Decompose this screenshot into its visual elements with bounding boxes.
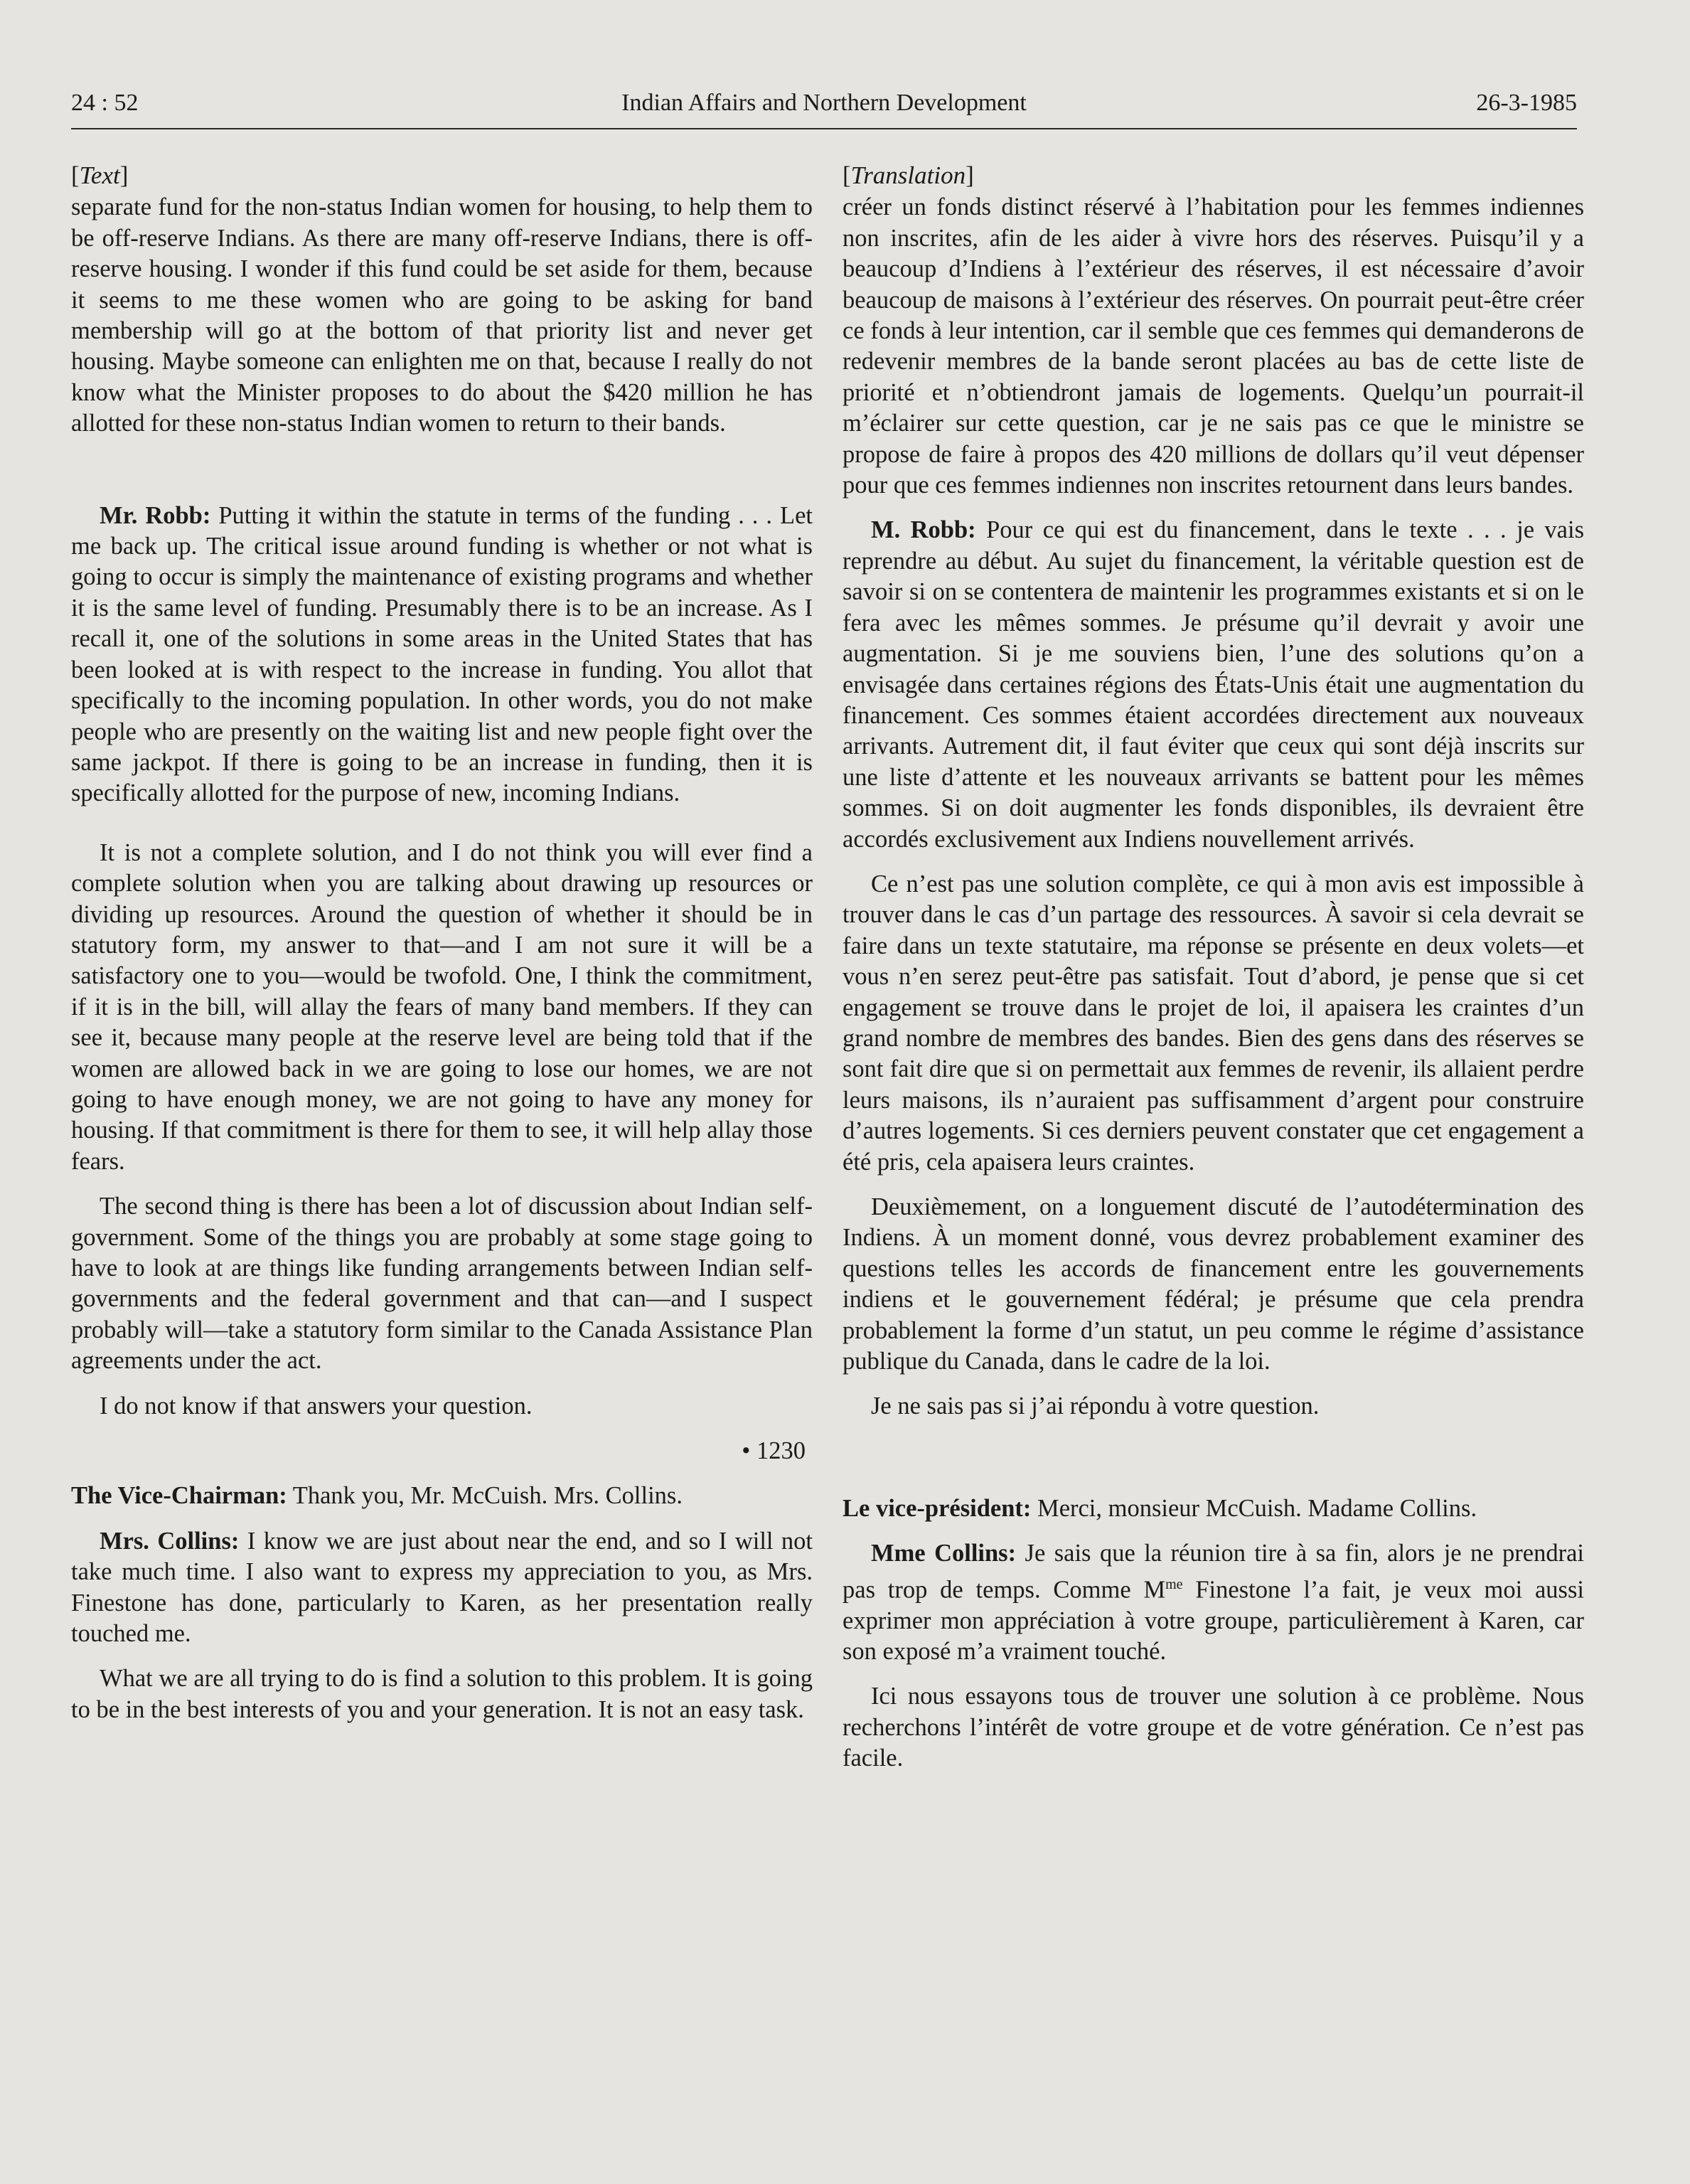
paragraph: Ici nous essayons tous de trouver une solution à ce problème. Nous recherchons l’intérêt de votre groupe et de votre génération. Ce n’est pas facile. [843,1683,1584,1772]
paragraph: Deuxièmement, on a longuement discuté de l’autodétermination des Indiens. À un moment donné, vous devrez probablement examiner des questions telles les accords de financement entre les gouvernements indiens et le gouvernement fédéral; je présume que cela prendra probablement la forme d’un statut, un peu comme le régime d’assistance publique du Canada, dans le cadre de la loi. [843,1193,1584,1375]
paragraph: I do not know if that answers your question. [100,1392,533,1419]
paragraph: M. Robb: Pour ce qui est du financement, dans le texte . . . je vais reprendre au début. Au sujet du financement, la véritable question est de savoir si on se contentera de maintenir les programmes existants et si on le fera avec les mêmes sommes. Je présume qu’il devrait y avoir une augmentation. Si je me souviens bien, l’une des solutions qu’on a envisagée dans certaines régions des États-Unis était une augmentation du financement. Ces sommes étaient accordées directement aux nouveaux arrivants. Autrement dit, il faut éviter que ceux qui sont déjà inscrits sur une liste d’attente et les nouveaux arrivants se battent pour les mêmes sommes. Si on doit augmenter les fonds disponibles, ils devraient être accordés exclusivement aux Indiens nouvellement arrivés. [843,516,1585,853]
running-title: Indian Affairs and Northern Development [621,90,1027,116]
french-column [843,160,1584,1774]
speaker-name: Mr. Robb: [100,501,211,529]
paragraph: Mrs. Collins: I know we are just about near the end, and so I will not take much time. I also want to express my appreciation to you, as Mrs. Finestone has done, particularly to Karen, as her presentation really touched me. [71,1527,813,1648]
paragraph: Mr. Robb: Putting it within the statute in terms of the funding . . . Let me back up. The critical issue around funding is whether or not what is going to occur is simply the maintenance of existing programs and whether it is the same level of funding. Presumably there is to be an increase. As I recall it, one of the solutions in some areas in the United States that has been looked at is with respect to the increase in funding. You allot that specifically to the incoming population. In other words, you do not make people who are presently on the waiting list and new people fight over the same jackpot. If there is going to be an increase in funding, then it is specifically allotted for the purpose of new, incoming Indians. [71,501,813,807]
paragraph: Le vice-président: Merci, monsieur McCuish. Madame Collins. [843,1494,1477,1522]
english-column [71,160,813,1725]
page-header [71,85,1577,129]
paragraph: separate fund for the non-status Indian women for housing, to help them to be off-reserve Indians. As there are many off-reserve Indians, there is off-reserve housing. I wonder if this fund could be set aside for them, because it seems to me these women who are going to be asking for band membership will go at the bottom of that priority list and never get housing. Maybe someone can enlighten me on that, because I really do not know what the Minister proposes to do about the $420 million he has allotted for these non-status Indian women to return to their bands. [71,193,813,437]
time-marker: • 1230 [742,1437,806,1465]
paragraph: It is not a complete solution, and I do not think you will ever find a complete solution when you are talking about drawing up resources or dividing up resources. Around the question of whether it should be in statutory form, my answer to that—and I am not sure it will be a satisfactory one to you—would be twofold. One, I think the commitment, if it is in the bill, will allay the fears of many band members. If they can see it, because many people at the reserve level are being told that if the women are allowed back in we are going to lose our homes, we are not going to have enough money, we are not going to have any money for housing. If that commitment is there for them to see, it will help allay those fears. [71,838,813,1175]
header-date: 26-3-1985 [1476,90,1577,116]
paragraph: Ce n’est pas une solution complète, ce qui à mon avis est impossible à trouver dans le cas d’un partage des ressources. À savoir si cela devrait se faire dans un texte statutaire, ma réponse se présente en deux volets—et vous n’en serez peut-être pas satisfait. Tout d’abord, je pense que si cet engagement se trouve dans le projet de loi, il apaisera les craintes d’un grand nombre de membres des bandes. Bien des gens dans des réserves se sont fait dire que si on permettait aux femmes de revenir, ils allaient perdre leurs maisons, ils n’auraient pas suffisamment d’argent pour construire d’autres logements. Si ces derniers peuvent constater que cet engagement a été pris, cela apaisera leurs craintes. [843,870,1584,1176]
speaker-name: M. Robb: [871,516,976,544]
page-number: 24 : 52 [71,90,139,116]
column-label-text: [Text] [71,161,129,189]
speaker-name: Le vice-président: [843,1494,1032,1522]
speaker-name: Mrs. Collins: [100,1527,240,1555]
paragraph: The second thing is there has been a lot of discussion about Indian self-government. Some of the things you are probably at some stage going to have to look at are things like funding arrangements between Indian self-governments and the federal government and that can—and I suspect probably will—take a statutory form similar to the Canada Assistance Plan agreements under the act. [71,1193,813,1375]
paragraph: What we are all trying to do is find a solution to this problem. It is going to be in the best interests of you and your generation. It is not an easy task. [71,1665,813,1723]
column-label-translation: [Translation] [843,161,974,189]
paragraph: créer un fonds distinct réservé à l’habitation pour les femmes indiennes non inscrites, afin de les aider à vivre hors des réserves. Puisqu’il y a beaucoup d’Indiens à l’extérieur des réserves, il est nécessaire d’avoir beaucoup de maisons à l’extérieur des réserves. On pourrait peut-être créer ce fonds à leur intention, car il semble que ces femmes qui demanderons de redevenir membres de la bande seront placées au bas de cette liste de priorité et n’obtiendront jamais de logements. Quelqu’un pourrait-il m’éclairer sur cette question, car je ne sais pas ce que le ministre se propose de faire à propos des 420 millions de dollars qu’il veut dépenser pour que ces femmes indiennes non inscrites retournent dans leurs bandes. [843,193,1584,499]
paragraph: Mme Collins: Je sais que la réunion tire à sa fin, alors je ne prendrai pas trop de temps. Comme $M^{me}$ Finestone l’a fait, je veux moi aussi exprimer mon appréciation à votre groupe, particulièrement à Karen, car son exposé m’a vraiment touché. [843,1540,1584,1665]
paragraph: Je ne sais pas si j’ai répondu à votre question. [871,1392,1320,1420]
speaker-name: Mme Collins: [871,1540,1017,1567]
speaker-name: The Vice-Chairman: [71,1482,287,1510]
paragraph: The Vice-Chairman: Thank you, Mr. McCuish. Mrs. Collins. [71,1482,683,1510]
